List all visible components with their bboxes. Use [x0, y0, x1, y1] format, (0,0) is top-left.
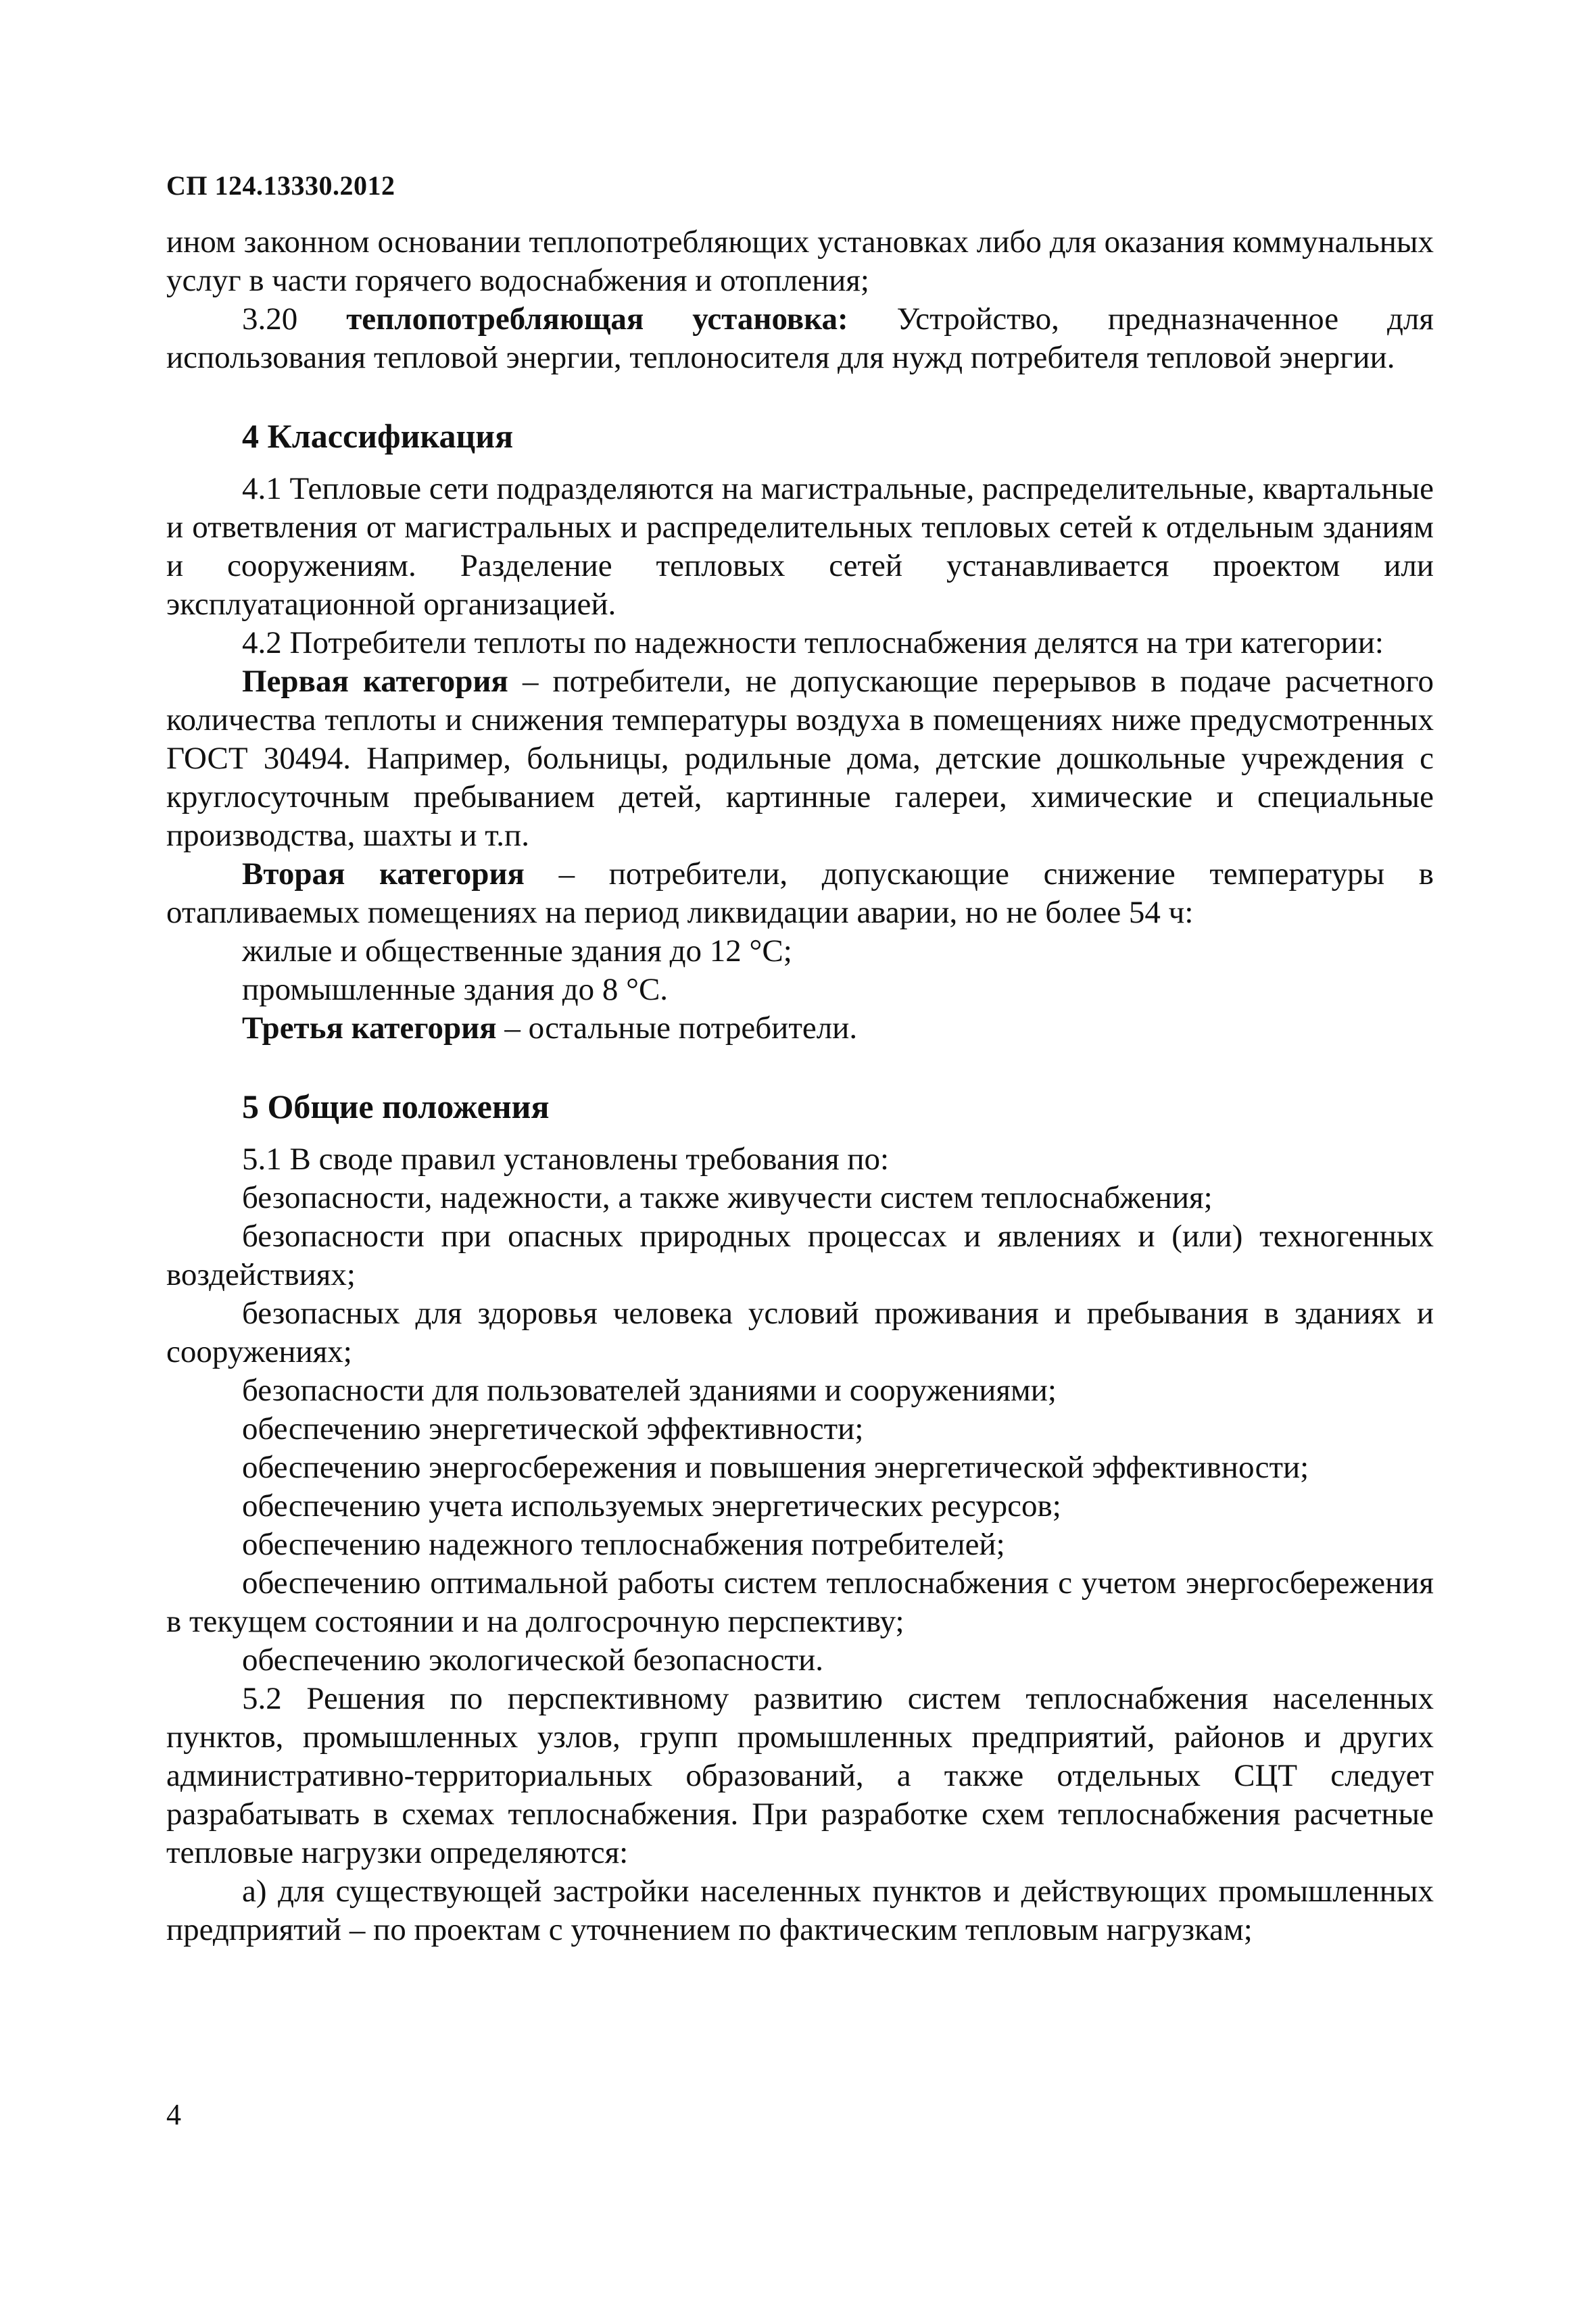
category-3-paragraph [166, 1009, 1434, 1048]
definition-text: Устройство, предназначенное для использования тепловой энергии, теплоносителя для нужд потребителя тепловой энергии. [166, 301, 1434, 375]
paragraph-4-1: 4.1 Тепловые сети подразделяются на магистральные, распределительные, квартальные и ответвления от магистральных и распределительных тепловых сетей к отдельным зданиям и сооружениям. Разделение тепловых сетей устанавливается проектом или эксплуатационной организацией. [166, 471, 1434, 622]
requirement-item: обеспечению экологической безопасности. [242, 1642, 823, 1678]
category-2-paragraph [166, 855, 1434, 932]
section-5-heading: 5 Общие положения [242, 1088, 550, 1125]
category-2-term: Вторая категория [242, 856, 525, 892]
requirement-item: безопасности, надежности, а также живучести систем теплоснабжения; [242, 1180, 1213, 1215]
paragraph-5-2-a: а) для существующей застройки населенных пунктов и действующих промышленных предприятий – по проектам с уточнением по фактическим тепловым нагрузкам; [166, 1874, 1434, 1947]
category-2-industrial: промышленные здания до 8 °С. [242, 972, 669, 1007]
page-content [166, 223, 1434, 1949]
requirement-item: обеспечению надежного теплоснабжения потребителей; [242, 1527, 1005, 1562]
requirement-item: безопасности для пользователей зданиями и сооружениями; [242, 1373, 1057, 1408]
category-3-term: Третья категория [242, 1010, 497, 1046]
requirement-item: обеспечению оптимальной работы систем теплоснабжения с учетом энергосбережения в текущем состоянии и на долгосрочную перспективу; [166, 1565, 1434, 1639]
requirement-item: обеспечению учета используемых энергетических ресурсов; [242, 1488, 1061, 1524]
category-1-text: – потребители, не допускающие перерывов в подаче расчетного количества теплоты и снижения температуры воздуха в помещениях ниже предусмотренных ГОСТ 30494. Например, больницы, родильные дома, детские дошкольные учреждения с круглосуточным пребыванием детей, картинные галереи, химические и специальные производства, шахты и т.п. [166, 664, 1434, 853]
paragraph-3-20 [166, 300, 1434, 377]
document-code-header: СП 124.13330.2012 [166, 170, 395, 201]
paragraph-4-2: 4.2 Потребители теплоты по надежности теплоснабжения делятся на три категории: [242, 625, 1384, 660]
defined-term: теплопотребляющая установка: [346, 301, 848, 337]
requirement-item: безопасности при опасных природных процессах и явлениях и (или) техногенных воздействиях; [166, 1219, 1434, 1292]
requirement-item: безопасных для здоровья человека условий проживания и пребывания в зданиях и сооружениях; [166, 1296, 1434, 1369]
section-4-heading: 4 Классификация [242, 417, 514, 455]
page-number: 4 [166, 2098, 181, 2131]
category-3-text: – остальные потребители. [496, 1010, 858, 1046]
category-1-paragraph [166, 662, 1434, 855]
paragraph-5-2: 5.2 Решения по перспективному развитию систем теплоснабжения населенных пунктов, промышленных узлов, групп промышленных предприятий, районов и других административно-территориальных образований, а также отдельных СЦТ следует разрабатывать в схемах теплоснабжения. При разработке схем теплоснабжения расчетные тепловые нагрузки определяются: [166, 1681, 1434, 1870]
requirement-item: обеспечению энергетической эффективности; [242, 1411, 864, 1446]
requirement-item: обеспечению энергосбережения и повышения энергетической эффективности; [242, 1450, 1309, 1485]
clause-number: 3.20 [242, 301, 298, 337]
paragraph-3-19-continuation: ином законном основании теплопотребляющих установках либо для оказания коммунальных услуг в части горячего водоснабжения и отопления; [166, 224, 1434, 298]
category-2-text: – потребители, допускающие снижение температуры в отапливаемых помещениях на период ликвидации аварии, но не более 54 ч: [166, 856, 1434, 930]
category-1-term: Первая категория [242, 664, 508, 699]
category-2-residential: жилые и общественные здания до 12 °С; [242, 933, 792, 969]
paragraph-5-1-intro: 5.1 В своде правил установлены требования по: [242, 1142, 890, 1177]
